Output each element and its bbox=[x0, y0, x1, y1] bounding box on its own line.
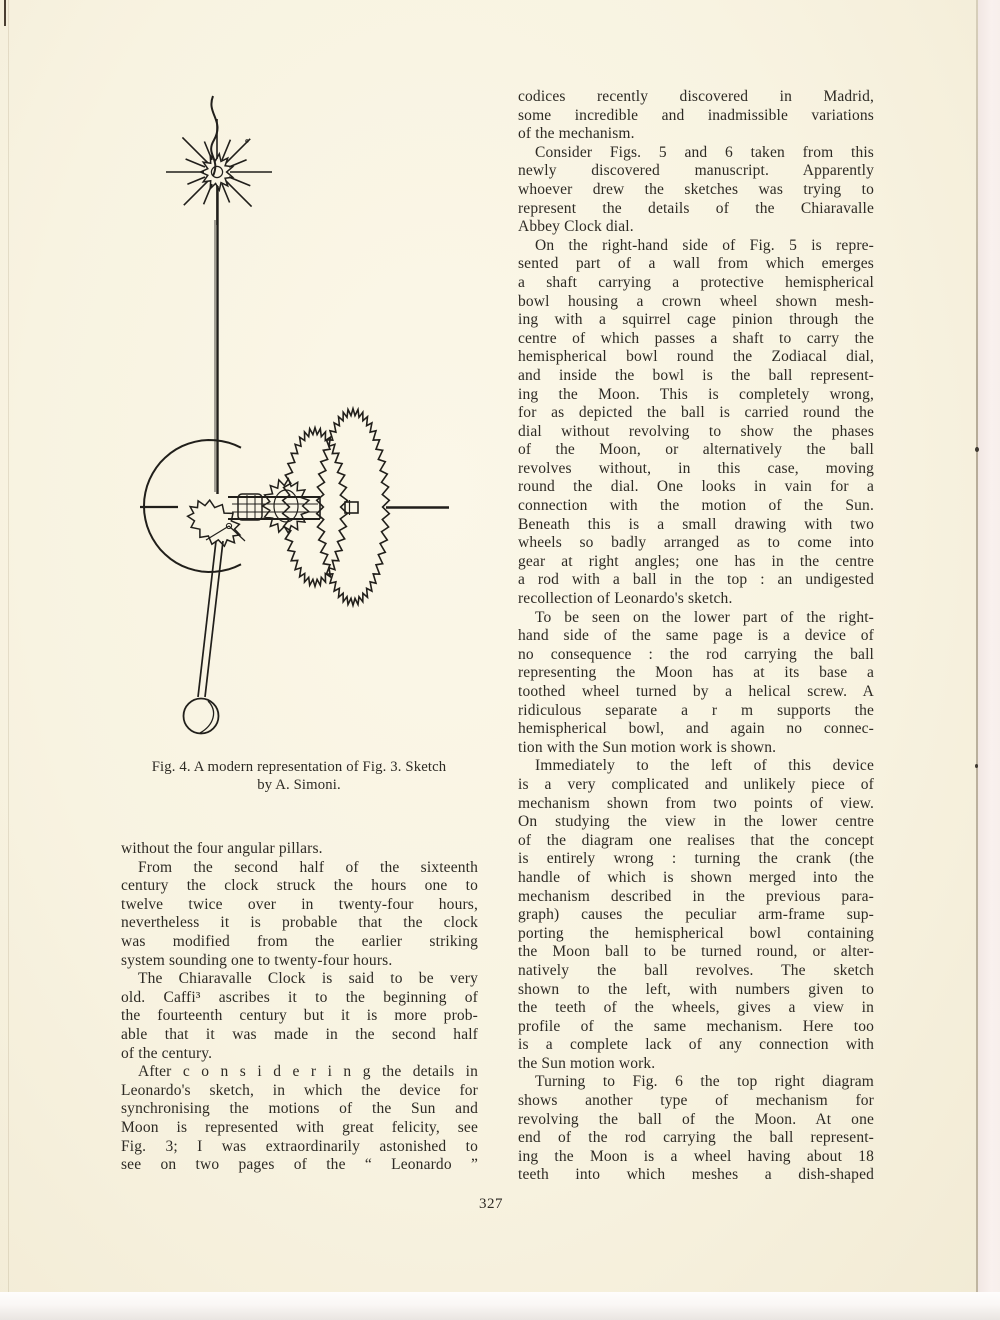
text-line: of the Moon, or alternatively the ball bbox=[518, 441, 874, 459]
text-line: teeth into which meshes a dish-shaped bbox=[518, 1166, 874, 1184]
figure-caption-line1: Fig. 4. A modern representation of Fig. 3. Sketch bbox=[151, 759, 447, 775]
text-line: ing the Moon. This is completely wrong, bbox=[518, 385, 874, 403]
left-text-column bbox=[121, 840, 478, 1175]
toothed-wheel-small bbox=[283, 428, 348, 587]
scan-margin-right bbox=[978, 0, 1000, 1292]
wheel-hub bbox=[345, 502, 358, 513]
text-line: of the diagram one realises that the concept bbox=[518, 831, 874, 849]
text-line: hemispherical bowl, and again no connec- bbox=[518, 720, 874, 738]
bevel-gear-spoke bbox=[229, 526, 245, 541]
text-line: twelve twice over in twenty-four hours, bbox=[121, 895, 478, 913]
text-line: able that it was made in the second half bbox=[121, 1025, 478, 1043]
text-line: Turning to Fig. 6 the top right diagram bbox=[535, 1073, 874, 1091]
text-line: shown to the left, with numbers given to bbox=[518, 980, 874, 998]
text-line: profile of the same mechanism. Here too bbox=[518, 1017, 874, 1035]
right-text-column bbox=[518, 88, 874, 1185]
text-line: dial without revolving to show the phases bbox=[518, 422, 874, 440]
text-line: gear at right angles; one has in the centre bbox=[518, 552, 874, 570]
text-line: represent the details of the Chiaravalle bbox=[518, 199, 874, 217]
text-line: is entirely wrong : turning the crank (the bbox=[518, 850, 874, 868]
crown-gear-inner bbox=[274, 490, 298, 522]
text-line: ing the Moon is a wheel having about 18 bbox=[518, 1147, 874, 1165]
sun-rays-icon bbox=[166, 119, 272, 225]
moon-ball-crescent bbox=[200, 701, 214, 733]
text-line: was modified from the earlier striking bbox=[121, 932, 478, 950]
page-crease bbox=[8, 0, 9, 1292]
text-line: a shaft carrying a protective hemispherical bbox=[518, 273, 874, 291]
text-line: Immediately to the left of this device bbox=[535, 757, 874, 775]
moon-rod bbox=[198, 541, 216, 697]
bevel-gear-pivot bbox=[226, 523, 231, 528]
text-line: the Moon ball to be turned round, or alter- bbox=[518, 943, 874, 961]
text-line: To be seen on the lower part of the right- bbox=[535, 608, 874, 626]
spine-edge-mark bbox=[4, 0, 6, 26]
text-line: synchronising the motions of the Sun and bbox=[121, 1100, 478, 1118]
hub-cylinder bbox=[238, 494, 262, 520]
text-line: Beneath this is a small drawing with two bbox=[518, 515, 874, 533]
text-line: bowl housing a crown wheel shown mesh- bbox=[518, 292, 874, 310]
text-line: without the four angular pillars. bbox=[121, 840, 323, 857]
text-line: Moon is represented with great felicity, see bbox=[121, 1118, 478, 1136]
text-line: natively the ball revolves. The sketch bbox=[518, 961, 874, 979]
text-line: hand side of the same page is a device of bbox=[518, 627, 874, 645]
text-line: ing with a squirrel cage pinion through the bbox=[518, 311, 874, 329]
text-line: round the dial. One looks in vain for a bbox=[518, 478, 874, 496]
text-line: From the second half of the sixteenth bbox=[138, 858, 478, 876]
text-line: representing the Moon has at its base a bbox=[518, 664, 874, 682]
figure-caption bbox=[118, 758, 480, 794]
moon-ball bbox=[184, 699, 219, 734]
text-line: old. Caffi³ ascribes it to the beginning of bbox=[121, 988, 478, 1006]
text-line: the fourteenth century but it is more prob- bbox=[121, 1007, 478, 1025]
text-line: sented part of a wall from which emerges bbox=[518, 255, 874, 273]
text-line: is a very complicated and unlikely piece of bbox=[518, 775, 874, 793]
text-line: On studying the view in the lower centre bbox=[518, 813, 874, 831]
text-line: hemispherical bowl round the Zodiacal dial, bbox=[518, 348, 874, 366]
text-line: for as depicted the ball is carried round the bbox=[518, 404, 874, 422]
figure-caption-line2: by A. Simoni. bbox=[257, 777, 341, 793]
text-line: Consider Figs. 5 and 6 taken from this bbox=[535, 143, 874, 161]
text-line: ridiculous separate a r m supports the bbox=[518, 701, 874, 719]
text-line: Abbey Clock dial. bbox=[518, 218, 634, 236]
text-line: After c o n s i d e r i n g the details in bbox=[138, 1063, 478, 1081]
page-number: 327 bbox=[479, 1196, 503, 1212]
text-line: a rod with a ball in the top : an undigested bbox=[518, 571, 874, 589]
text-line: graph) causes the peculiar arm-frame sup- bbox=[518, 906, 874, 924]
text-line: recollection of Leonardo's sketch. bbox=[518, 590, 733, 608]
sun-body-icon bbox=[201, 154, 233, 190]
text-line: mechanism described in the previous para- bbox=[518, 887, 874, 905]
text-line: of the century. bbox=[121, 1044, 213, 1062]
text-line: nevertheless it is probable that the clock bbox=[121, 914, 478, 932]
text-line: see on two pages of the “ Leonardo ” bbox=[121, 1156, 478, 1174]
text-line: some incredible and inadmissible variations bbox=[518, 106, 874, 124]
text-line: codices recently discovered in Madrid, bbox=[518, 88, 874, 105]
sun-core-icon bbox=[211, 166, 222, 177]
text-line: end of the rod carrying the ball represent- bbox=[518, 1129, 874, 1147]
text-line: and inside the bowl is the ball represent- bbox=[518, 366, 874, 384]
moon-rod bbox=[205, 541, 223, 697]
text-line: revolves without, in this case, moving bbox=[518, 459, 874, 477]
text-line: mechanism shown from two points of view. bbox=[518, 794, 874, 812]
text-line: century the clock struck the hours one to bbox=[121, 877, 478, 895]
text-line: shows another type of mechanism for bbox=[518, 1092, 874, 1110]
text-line: the teeth of the wheels, gives a view in bbox=[518, 999, 874, 1017]
text-line: centre of which passes a shaft to carry the bbox=[518, 329, 874, 347]
text-line: whoever drew the sketches was trying to bbox=[518, 180, 874, 198]
text-line: porting the hemispherical bowl containing bbox=[518, 924, 874, 942]
text-line: toothed wheel turned by a helical screw. A bbox=[518, 683, 874, 700]
edge-speck bbox=[975, 447, 979, 452]
text-line: the Sun motion work. bbox=[518, 1054, 656, 1072]
text-line: tion with the Sun motion work is shown. bbox=[518, 738, 777, 756]
bevel-gear-spoke bbox=[206, 526, 229, 540]
edge-speck bbox=[975, 764, 978, 768]
text-line: system sounding one to twenty-four hours. bbox=[121, 951, 393, 969]
text-line: Leonardo's sketch, in which the device for bbox=[121, 1081, 478, 1099]
crown-gear bbox=[263, 479, 309, 533]
text-line: The Chiaravalle Clock is said to be very bbox=[138, 970, 478, 988]
dust-speck bbox=[246, 140, 248, 142]
text-line: connection with the motion of the Sun. bbox=[518, 497, 874, 515]
sun-flame-icon bbox=[211, 96, 217, 176]
toothed-wheel-large bbox=[317, 409, 390, 606]
text-line: no consequence : the rod carrying the ball bbox=[518, 645, 874, 663]
text-line: is a complete lack of any connection with bbox=[518, 1036, 874, 1054]
bevel-gear bbox=[188, 500, 240, 546]
text-line: handle of which is shown merged into the bbox=[518, 868, 874, 886]
bracket-arc bbox=[144, 440, 241, 572]
scan-margin-bottom bbox=[0, 1292, 1000, 1320]
text-line: Fig. 3; I was extraordinarily astonished to bbox=[121, 1137, 478, 1155]
text-line: On the right-hand side of Fig. 5 is repre- bbox=[535, 236, 874, 254]
text-line: newly discovered manuscript. Apparently bbox=[518, 162, 874, 180]
text-line: wheels so badly arranged as to come into bbox=[518, 534, 874, 552]
text-line: of the mechanism. bbox=[518, 125, 635, 143]
text-line: revolving the ball of the Moon. At one bbox=[518, 1110, 874, 1128]
